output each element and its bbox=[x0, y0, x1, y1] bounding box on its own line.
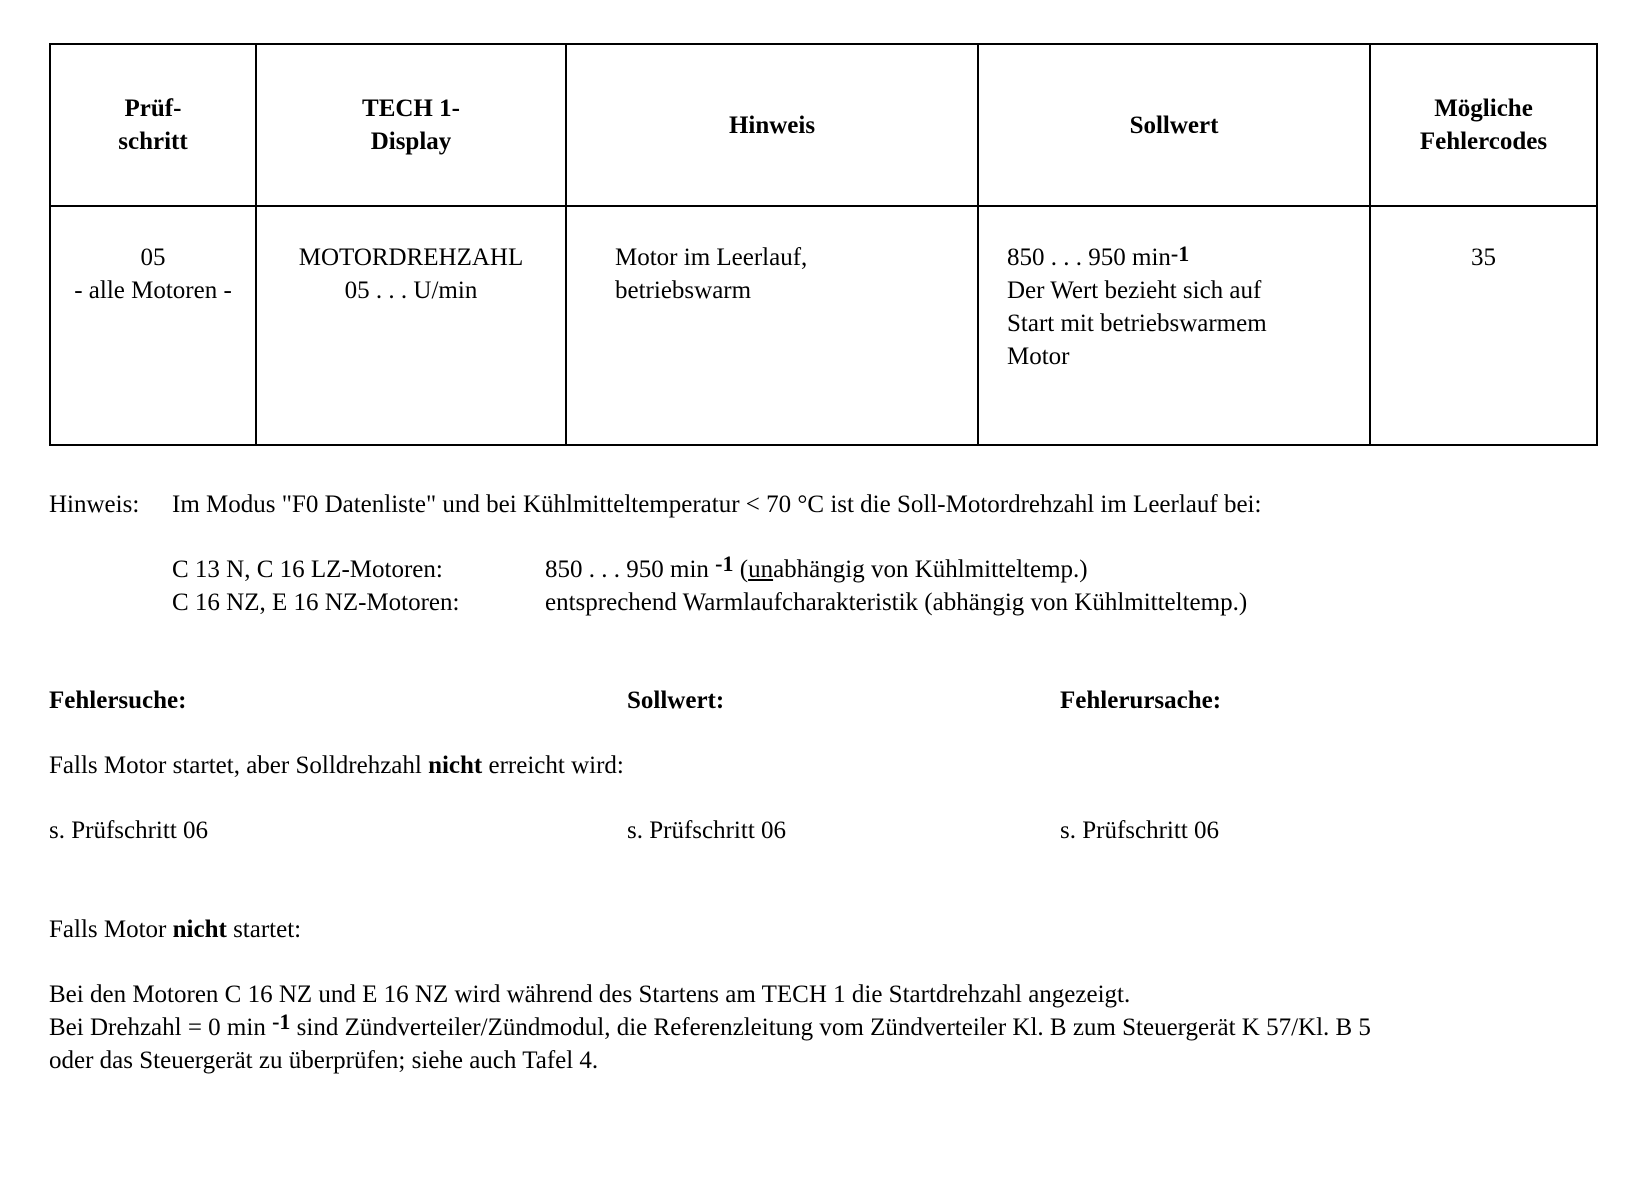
header-note-label: Hinweis bbox=[728, 111, 816, 139]
error-cause-heading: Fehlerursache: bbox=[1060, 687, 1222, 714]
step-number: 05 bbox=[140, 244, 166, 271]
paragraph-line1: Bei den Motoren C 16 NZ und E 16 NZ wird während des Startens am TECH 1 die Startdrehzahl angezeigt. bbox=[49, 981, 1131, 1008]
paragraph-line2-start: Bei Drehzahl = 0 min bbox=[49, 1014, 273, 1041]
header-target-value bbox=[978, 44, 1370, 206]
cell-note bbox=[566, 206, 978, 445]
value1-exponent: -1 bbox=[715, 551, 734, 576]
engines-group-1-value bbox=[545, 553, 1088, 586]
engines-group-1: C 13 N, C 16 LZ-Motoren: bbox=[172, 556, 443, 583]
header-error-codes-line2: Fehlercodes bbox=[1419, 128, 1548, 155]
target-line4: Motor bbox=[1007, 343, 1070, 370]
note-line1: Motor im Leerlauf, bbox=[615, 244, 808, 271]
header-display-line1: TECH 1- bbox=[362, 95, 460, 122]
header-note bbox=[566, 44, 978, 206]
paragraph-line3: oder das Steuergerät zu überprüfen; siehe auch Tafel 4. bbox=[49, 1047, 599, 1074]
header-error-codes bbox=[1370, 44, 1597, 206]
note-label: Hinweis: bbox=[49, 491, 140, 518]
target-line3: Start mit betriebswarmem bbox=[1007, 310, 1267, 337]
display-line2: 05 . . . U/min bbox=[344, 277, 478, 304]
header-error-codes-line1: Mögliche bbox=[1434, 95, 1533, 122]
step-scope: - alle Motoren - bbox=[74, 277, 232, 304]
paragraph-line2-end: sind Zündverteiler/Zündmodul, die Referenzleitung vom Zündverteiler Kl. B zum Steuergerät K 57/Kl. B 5 bbox=[290, 1014, 1371, 1041]
case-engine-starts bbox=[49, 749, 624, 782]
note-text: Im Modus "F0 Datenliste" und bei Kühlmitteltemperatur < 70 °C ist die Soll-Motordrehzahl im Leerlauf bei: bbox=[172, 491, 1262, 518]
table-row bbox=[50, 206, 1597, 445]
diagnostic-paragraph bbox=[49, 978, 1609, 1077]
error-code: 35 bbox=[1471, 244, 1496, 271]
engines-group-2-value: entsprechend Warmlaufcharakteristik (abhängig von Kühlmitteltemp.) bbox=[545, 589, 1248, 616]
test-step-table bbox=[49, 43, 1598, 446]
header-target-label: Sollwert bbox=[1129, 111, 1219, 139]
case-engine-not-starting bbox=[49, 913, 301, 946]
cell-error-codes bbox=[1370, 206, 1597, 445]
value1-underlined: un bbox=[748, 556, 774, 583]
target-exponent: -1 bbox=[1170, 241, 1190, 266]
cell-display bbox=[256, 206, 566, 445]
case2-emphasis: nicht bbox=[172, 916, 227, 943]
paragraph-exponent: -1 bbox=[272, 1009, 291, 1034]
target-line2: Der Wert bezieht sich auf bbox=[1007, 277, 1262, 304]
troubleshooting-heading: Fehlersuche: bbox=[49, 687, 187, 714]
header-test-step-line2: schritt bbox=[118, 128, 188, 155]
paragraph-line2 bbox=[49, 1011, 1609, 1044]
reference-error-cause: s. Prüfschritt 06 bbox=[1060, 817, 1220, 844]
engines-group-2: C 16 NZ, E 16 NZ-Motoren: bbox=[172, 589, 460, 616]
table-header-row bbox=[50, 44, 1597, 206]
case2-text-end: startet: bbox=[226, 916, 302, 943]
header-display-line2: Display bbox=[370, 128, 452, 155]
cell-test-step bbox=[50, 206, 256, 445]
value1-paren: ( bbox=[739, 556, 749, 583]
case2-text: Falls Motor bbox=[49, 916, 173, 943]
note-line2: betriebswarm bbox=[615, 277, 752, 304]
case1-emphasis: nicht bbox=[428, 752, 483, 779]
target-value: 850 . . . 950 min bbox=[1007, 244, 1171, 271]
header-display bbox=[256, 44, 566, 206]
display-line1: MOTORDREHZAHL bbox=[298, 244, 524, 271]
reference-troubleshooting: s. Prüfschritt 06 bbox=[49, 817, 209, 844]
header-test-step-line1: Prüf- bbox=[124, 95, 182, 122]
case1-text: Falls Motor startet, aber Solldrehzahl bbox=[49, 752, 429, 779]
case1-text-end: erreicht wird: bbox=[482, 752, 624, 779]
value1-rest: abhängig von Kühlmitteltemp.) bbox=[773, 556, 1088, 583]
value1-range: 850 . . . 950 min bbox=[545, 556, 709, 583]
reference-target-value: s. Prüfschritt 06 bbox=[627, 817, 787, 844]
target-value-heading: Sollwert: bbox=[627, 687, 725, 714]
header-test-step bbox=[50, 44, 256, 206]
cell-target-value bbox=[978, 206, 1370, 445]
